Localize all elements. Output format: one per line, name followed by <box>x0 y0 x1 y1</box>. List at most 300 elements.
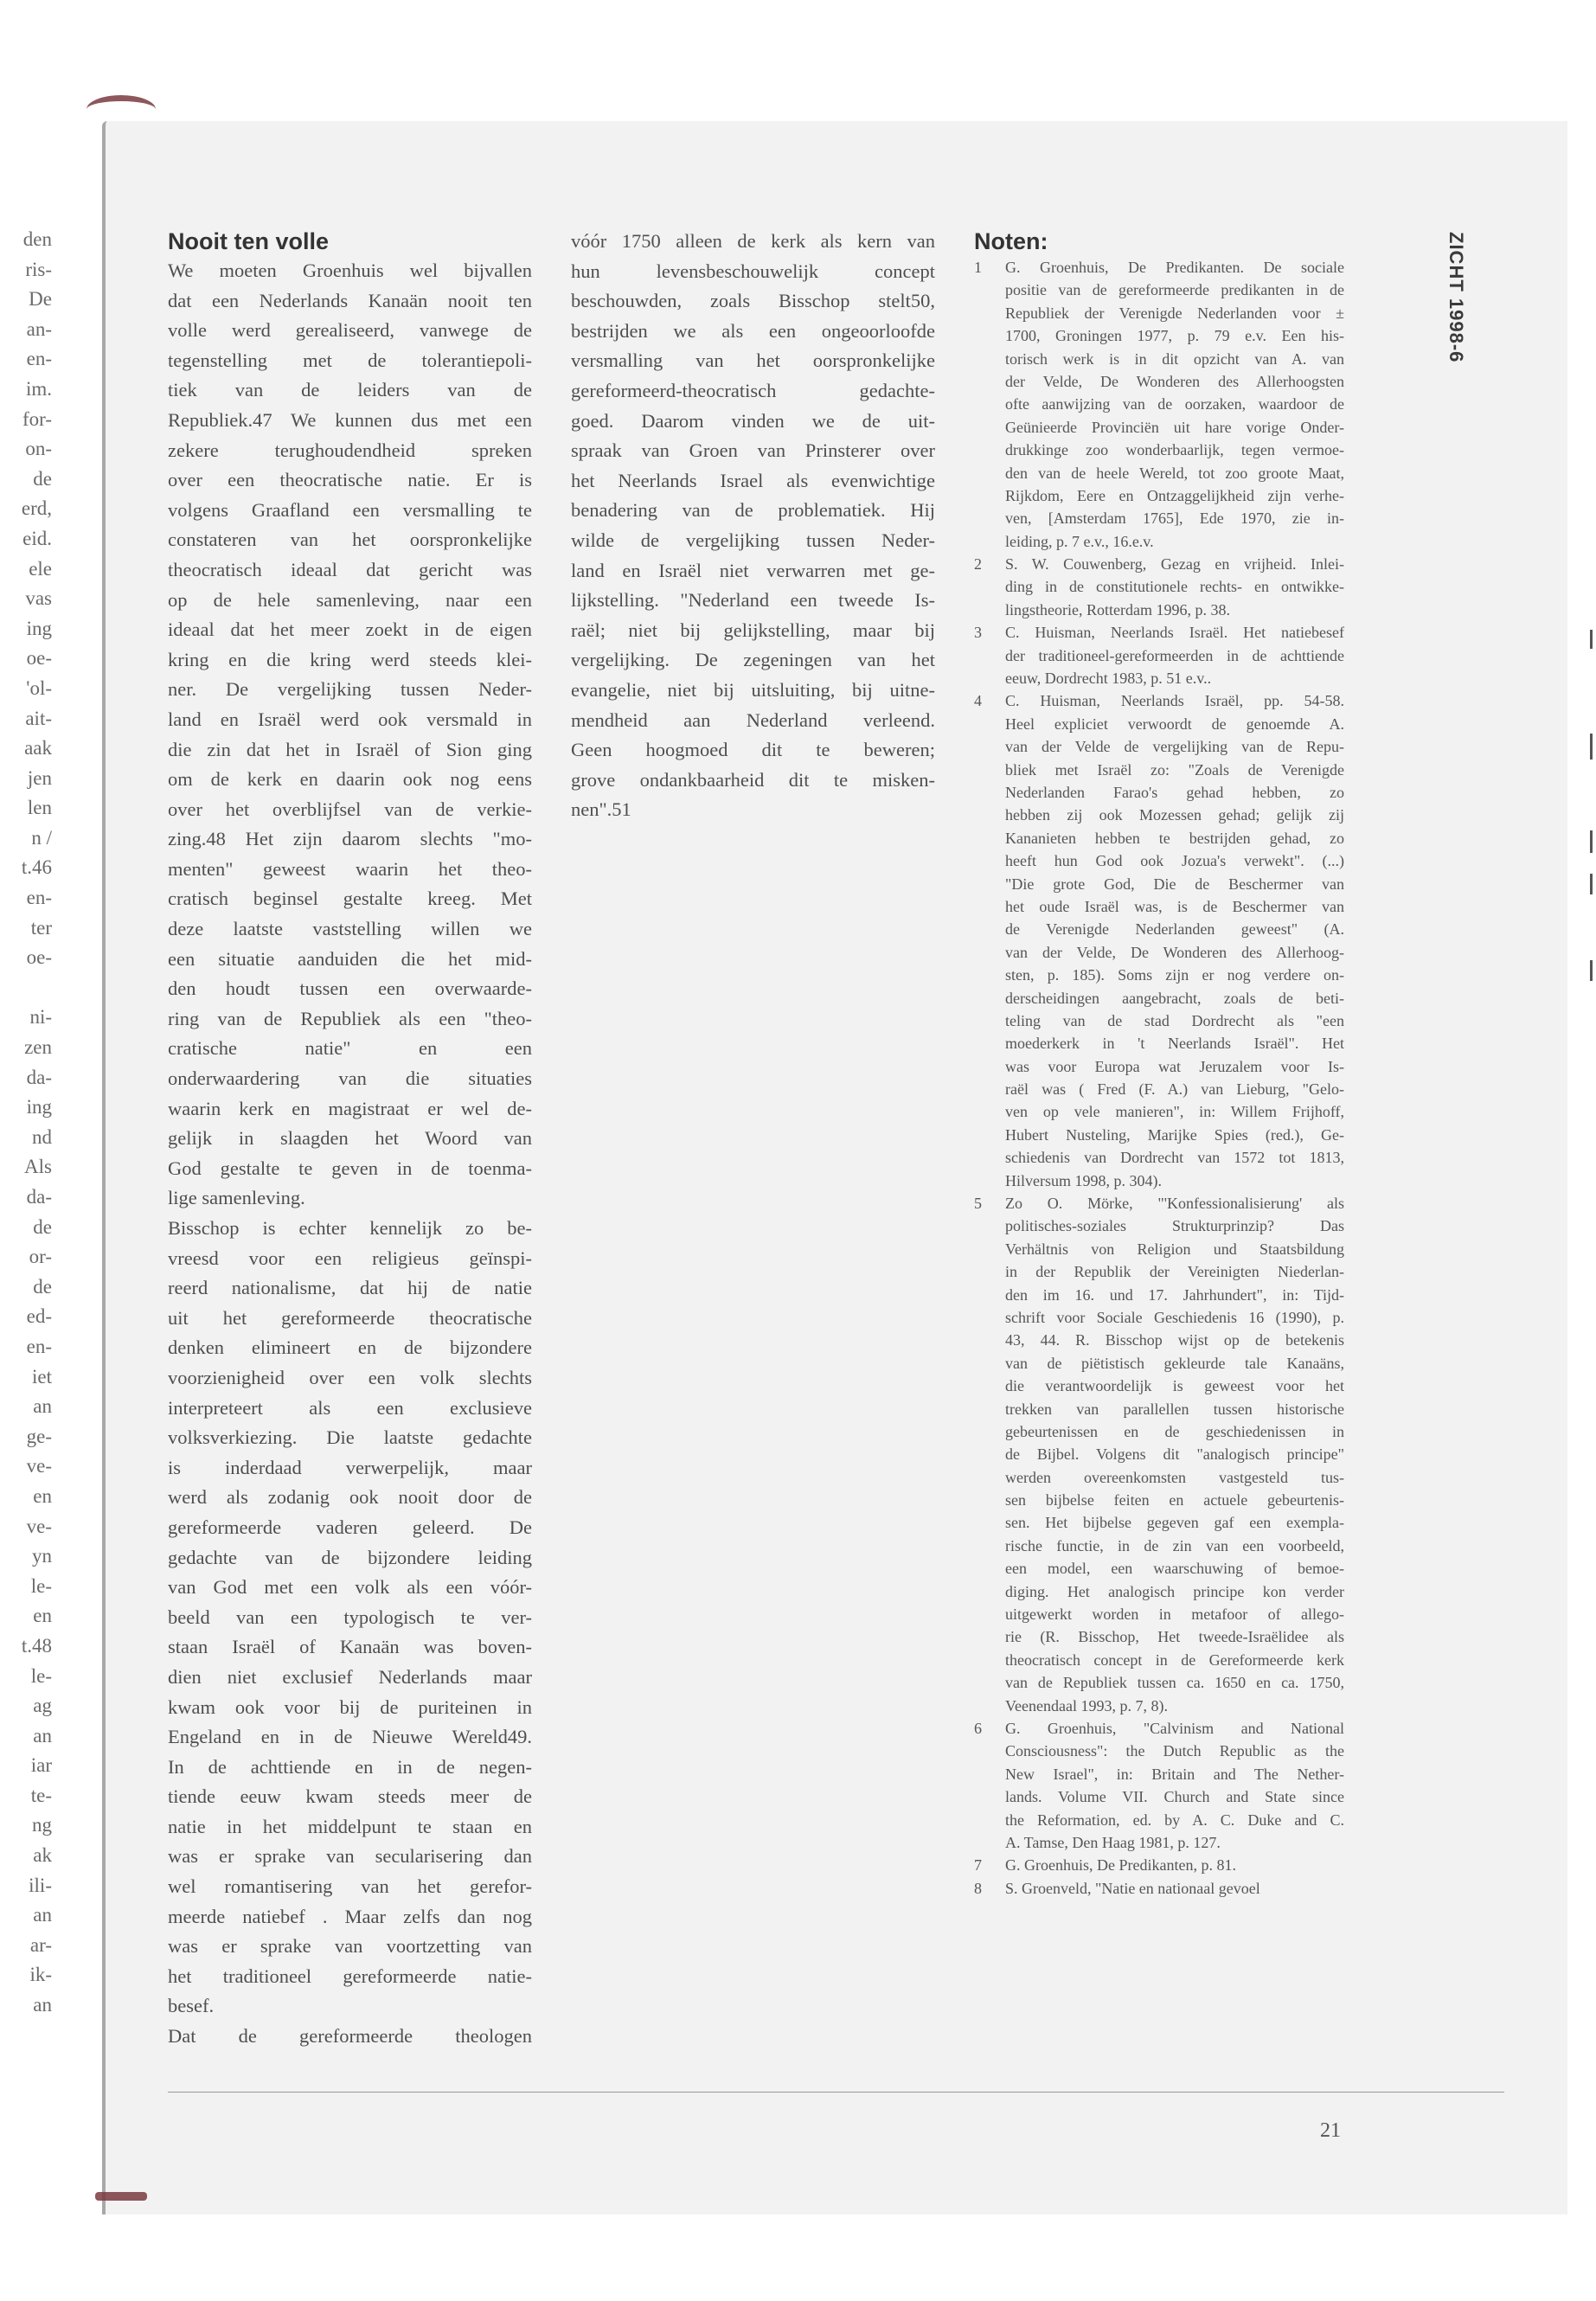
note-line <box>974 1124 1344 1146</box>
edge-fragment: ter <box>30 916 52 939</box>
text-line: goed. Daarom vinden we de uit- <box>571 409 935 432</box>
note-line <box>974 1511 1344 1534</box>
previous-page-edge <box>0 225 52 2021</box>
text-line: dat een Nederlands Kanaän nooit ten <box>168 289 532 311</box>
text-line: wel romantisering van het gerefor- <box>168 1875 532 1898</box>
text-line: theocratisch ideaal dat gericht was <box>168 558 532 580</box>
note-text: van der Velde de vergelijking van de Repu- <box>1005 738 1344 756</box>
note-line <box>974 1625 1344 1648</box>
note-text: rische functie, in de zin van een voorbeeld, <box>1005 1536 1344 1554</box>
edge-fragment: da- <box>26 1186 52 1208</box>
note-line <box>974 1809 1344 1831</box>
note-line <box>974 1352 1344 1375</box>
text-line: die zin dat het in Israël of Sion ging <box>168 738 532 760</box>
note-text: werden overeenkomsten vastgesteld tus- <box>1005 1468 1344 1486</box>
note-text: Republiek der Verenigde Nederlanden voor ± <box>1005 304 1344 322</box>
note-text: was voor Europa wat Jeruzalem voor Is- <box>1005 1057 1344 1075</box>
note-line <box>974 644 1344 667</box>
note-text: lingstheorie, Rotterdam 1996, p. 38. <box>1005 600 1230 619</box>
edge-fragment: t.48 <box>21 1634 52 1657</box>
text-line: onderwaardering van die situaties <box>168 1067 532 1090</box>
text-line: zekere terughoudendheid spreken <box>168 439 532 461</box>
edge-fragment: te- <box>30 1784 52 1806</box>
note-text: G. Groenhuis, De Predikanten, p. 81. <box>1005 1856 1236 1875</box>
text-line: den houdt tussen een overwaarde- <box>168 977 532 1000</box>
text-line: vergelijking. De zegeningen van het <box>571 649 935 671</box>
edge-fragment <box>0 973 52 1003</box>
note-number: 1 <box>974 259 982 276</box>
edge-fragment: an <box>33 1994 52 2016</box>
note-text: ven, [Amsterdam 1765], Ede 1970, zie in- <box>1005 510 1344 528</box>
note-line <box>974 370 1344 393</box>
note-line <box>974 256 1344 279</box>
edge-fragment: Als <box>24 1156 52 1178</box>
edge-fragment: ng <box>32 1814 52 1836</box>
text-line: deze laatste vaststelling willen we <box>168 918 532 940</box>
note-text: van der Velde, De Wonderen des Allerhoog- <box>1005 943 1344 961</box>
text-line: Republiek.47 We kunnen dus met een <box>168 408 532 431</box>
note-line <box>974 1215 1344 1237</box>
edge-fragment: oe- <box>26 946 52 969</box>
note-text: sten, p. 185). Soms zijn er nog verdere on- <box>1005 966 1344 984</box>
edge-fragment: en- <box>26 1335 52 1357</box>
edge-fragment: nd <box>32 1125 52 1148</box>
note-line <box>974 530 1344 553</box>
note-text: S. W. Couwenberg, Gezag en vrijheid. Inlei- <box>1005 555 1344 574</box>
note-text: hebben zij ook Mozessen gehad; gelijk zij <box>1005 806 1344 824</box>
text-line: hun levensbeschouwelijk concept <box>571 260 935 282</box>
text-line: het traditioneel gereformeerde natie- <box>168 1965 532 1987</box>
text-line: mendheid aan Nederland verleend. <box>571 708 935 731</box>
note-line <box>974 1146 1344 1169</box>
text-line: voorzienigheid over een volk slechts <box>168 1366 532 1388</box>
edge-fragment: yn <box>32 1545 52 1567</box>
text-line: raël; niet bij gelijkstelling, maar bij <box>571 619 935 641</box>
note-line <box>974 987 1344 1009</box>
note-text: eeuw, Dordrecht 1983, p. 51 e.v.. <box>1005 670 1212 688</box>
text-line: besef. <box>168 1995 215 2017</box>
text-line: lijkstelling. "Nederland een tweede Is- <box>571 589 935 612</box>
note-line <box>974 1078 1344 1100</box>
note-line <box>974 324 1344 347</box>
note-line <box>974 1740 1344 1762</box>
text-line: gereformeerd-theocratisch gedachte- <box>571 379 935 401</box>
edge-fragment: n / <box>31 826 52 849</box>
note-text: G. Groenhuis, "Calvinism and National <box>1005 1720 1344 1737</box>
note-text: een model, een waarschuwing of bemoe- <box>1005 1560 1344 1578</box>
edge-fragment: en <box>33 1484 52 1507</box>
edge-fragment: vas <box>25 587 52 610</box>
note-line <box>974 849 1344 872</box>
edge-mark <box>1590 960 1593 981</box>
note-line <box>974 735 1344 758</box>
note-number: 5 <box>974 1195 982 1213</box>
note-line <box>974 1443 1344 1465</box>
note-text: C. Huisman, Neerlands Israël. Het natiebesef <box>1005 624 1344 642</box>
text-line: land en Israël werd ook versmald in <box>168 708 532 730</box>
edge-fragment: oe- <box>26 647 52 670</box>
note-text: Hubert Nusteling, Marijke Spies (red.), Ge- <box>1005 1125 1344 1144</box>
note-line <box>974 348 1344 370</box>
note-text: Geünieerde Provinciën uit hare vorige Onder- <box>1005 418 1344 436</box>
note-line <box>974 1100 1344 1123</box>
edge-fragment: an <box>33 1904 52 1926</box>
edge-fragment: aak <box>24 737 52 760</box>
note-text: C. Huisman, Neerlands Israël, pp. 54-58. <box>1005 692 1344 710</box>
notes-column <box>974 227 1344 1900</box>
note-line <box>974 1535 1344 1557</box>
text-line: interpreteert als een exclusieve <box>168 1396 532 1419</box>
edge-fragment: da- <box>26 1066 52 1088</box>
text-line: uit het gereformeerde theocratische <box>168 1306 532 1329</box>
note-line <box>974 599 1344 621</box>
edge-fragment: iet <box>32 1365 52 1388</box>
edge-fragment: den <box>22 228 52 250</box>
note-line <box>974 964 1344 986</box>
edge-fragment: ve- <box>26 1515 52 1537</box>
note-line <box>974 1398 1344 1420</box>
text-line: gedachte van de bijzondere leiding <box>168 1546 532 1568</box>
note-text: New Israel", in: Britain and The Nether- <box>1005 1765 1344 1783</box>
text-line: een situatie aanduiden die het mid- <box>168 947 532 970</box>
note-line <box>974 713 1344 735</box>
text-line: In de achttiende en in de negen- <box>168 1755 532 1778</box>
text-line: was er sprake van secularisering dan <box>168 1845 532 1868</box>
note-text: the Reformation, ed. by A. C. Duke and C. <box>1005 1811 1344 1829</box>
text-line: tiende eeuw kwam steeds meer de <box>168 1785 532 1808</box>
note-text: A. Tamse, Den Haag 1981, p. 127. <box>1005 1833 1221 1851</box>
edge-fragment: ni- <box>29 1006 52 1029</box>
note-line <box>974 1032 1344 1054</box>
edge-fragment: an- <box>26 317 52 340</box>
text-line: Geen hoogmoed dit te beweren; <box>571 739 935 761</box>
note-text: theocratisch concept in de Gereformeerde kerk <box>1005 1650 1344 1669</box>
footer-rule <box>168 2092 1504 2093</box>
binding-edge-top <box>87 95 156 124</box>
note-text: Rijkdom, Eere en Ontzaggelijkheid zijn verhe- <box>1005 486 1344 504</box>
edge-fragment: jen <box>27 766 52 789</box>
text-line: constateren van het oorspronkelijke <box>168 529 532 551</box>
note-text: ding in de constitutionele rechts- en ontwikke- <box>1005 578 1344 596</box>
note-line <box>974 1260 1344 1283</box>
edge-fragment: ele <box>29 557 52 580</box>
text-line: dien niet exclusief Nederlands maar <box>168 1665 532 1688</box>
edge-mark <box>1590 734 1593 760</box>
edge-fragment: en <box>33 1605 52 1627</box>
note-line <box>974 1649 1344 1671</box>
note-line <box>974 1329 1344 1351</box>
text-line: van God met een volk als een vóór- <box>168 1576 532 1599</box>
note-line <box>974 1238 1344 1260</box>
note-text: S. Groenveld, "Natie en nationaal gevoel <box>1005 1879 1260 1897</box>
text-line: het Neerlands Israel als evenwichtige <box>571 469 935 491</box>
text-line: Dat de gereformeerde theologen <box>168 2025 532 2048</box>
note-text: diging. Het analogisch principe kon verder <box>1005 1582 1344 1600</box>
note-text: het oude Israël was, is de Beschermer van <box>1005 897 1344 915</box>
text-line: benadering van de problematiek. Hij <box>571 499 935 522</box>
note-line <box>974 1785 1344 1808</box>
text-line: natie in het middelpunt te staan en <box>168 1815 532 1837</box>
note-text: lands. Volume VII. Church and State since <box>1005 1788 1344 1806</box>
note-text: Zo O. Mörke, "'Konfessionalisierung' als <box>1005 1195 1344 1213</box>
section-heading: Nooit ten volle <box>168 228 330 254</box>
text-column-1 <box>168 227 532 2052</box>
note-line <box>974 279 1344 301</box>
note-line <box>974 621 1344 644</box>
edge-fragment: zen <box>24 1036 52 1059</box>
text-line: vóór 1750 alleen de kerk als kern van <box>571 230 935 252</box>
text-line: beeld van een typologisch te ver- <box>168 1606 532 1628</box>
note-line <box>974 1557 1344 1580</box>
note-text: derscheidingen aangebracht, zoals de beti- <box>1005 989 1344 1007</box>
text-line: nen".51 <box>571 798 631 821</box>
note-text: heeft hun God ook Jozua's verwekt". (...) <box>1005 852 1344 870</box>
note-line <box>974 553 1344 575</box>
note-text: de Bijbel. Volgens dit "analogisch principe" <box>1005 1445 1344 1464</box>
text-line: We moeten Groenhuis wel bijvallen <box>168 260 532 281</box>
edge-fragment: ag <box>33 1695 52 1717</box>
text-line: vreesd voor een religieus geïnspi- <box>168 1247 532 1269</box>
text-line: gelijk in slaagden het Woord van <box>168 1127 532 1150</box>
note-line <box>974 689 1344 712</box>
note-line <box>974 918 1344 940</box>
note-text: positie van de gereformeerde predikanten in de <box>1005 281 1344 299</box>
note-line <box>974 1055 1344 1078</box>
note-text: ven op vele manieren", in: Willem Frijhoff, <box>1005 1103 1344 1121</box>
note-line <box>974 1009 1344 1032</box>
text-line: is inderdaad verwerpelijk, maar <box>168 1456 532 1478</box>
note-text: schrift voor Sociale Geschiedenis 16 (1990), p. <box>1005 1308 1344 1326</box>
note-text: "Die grote God, Die de Beschermer van <box>1005 875 1344 893</box>
edge-fragment: im. <box>25 377 52 400</box>
note-line <box>974 1695 1344 1717</box>
note-line <box>974 804 1344 826</box>
text-line: Engeland en in de Nieuwe Wereld49. <box>168 1726 532 1748</box>
edge-fragment: an <box>33 1724 52 1747</box>
note-line <box>974 827 1344 849</box>
text-line: ring van de Republiek als een "theo- <box>168 1007 532 1029</box>
text-line: over een theocratische natie. Er is <box>168 469 532 491</box>
edge-fragment: iar <box>30 1754 52 1777</box>
note-text: in der Republik der Vereinigten Niederlan- <box>1005 1263 1344 1281</box>
edge-fragment: for- <box>22 407 52 430</box>
note-line <box>974 781 1344 804</box>
note-line <box>974 1831 1344 1854</box>
text-line: op de hele samenleving, naar een <box>168 588 532 611</box>
edge-fragment: de <box>33 1215 52 1238</box>
note-line <box>974 1420 1344 1443</box>
text-line: land en Israël niet verwarren met ge- <box>571 559 935 581</box>
note-number: 8 <box>974 1879 982 1897</box>
edge-fragment: 'ol- <box>26 676 52 699</box>
text-line: volle werd gerealiseerd, vanwege de <box>168 319 532 342</box>
text-line: was er sprake van voortzetting van <box>168 1935 532 1958</box>
text-line: wilde de vergelijking tussen Neder- <box>571 529 935 551</box>
note-text: teling van de stad Dordrecht als "een <box>1005 1011 1344 1029</box>
note-text: die verantwoordelijk is geweest voor het <box>1005 1377 1344 1395</box>
edge-fragment: eid. <box>22 527 52 549</box>
text-line: cratische natie" en een <box>168 1037 532 1060</box>
note-line <box>974 393 1344 415</box>
note-line <box>974 1877 1344 1900</box>
text-line: denken elimineert en de bijzondere <box>168 1336 532 1359</box>
note-text: uitgewerkt worden in metafoor of allego- <box>1005 1606 1344 1624</box>
note-text: Veenendaal 1993, p. 7, 8). <box>1005 1696 1168 1715</box>
text-line: evangelie, niet bij uitsluiting, bij uitne- <box>571 678 935 701</box>
text-column-2 <box>571 227 935 825</box>
note-line <box>974 1603 1344 1625</box>
note-text: gebeurtenissen en de geschiedenissen in <box>1005 1422 1344 1440</box>
note-line <box>974 895 1344 918</box>
note-number: 3 <box>974 624 982 642</box>
note-text: der traditioneel-gereformeerden in de achttiende <box>1005 646 1344 664</box>
text-line: waarin kerk en magistraat er wel de- <box>168 1097 532 1119</box>
note-line <box>974 1170 1344 1192</box>
edge-fragment: ris- <box>25 258 52 280</box>
text-line: werd als zodanig ook nooit door de <box>168 1486 532 1509</box>
note-line <box>974 575 1344 598</box>
note-text: moederkerk in 't Neerlands Israël". Het <box>1005 1035 1344 1053</box>
note-text: Heel expliciet verwoordt de genoemde A. <box>1005 715 1344 733</box>
edge-mark <box>1590 830 1593 853</box>
note-line <box>974 1717 1344 1740</box>
text-line: menten" geweest waarin het theo- <box>168 857 532 880</box>
note-text: 1700, Groningen 1977, p. 79 e.v. Een his- <box>1005 327 1344 345</box>
text-line: reerd nationalisme, dat hij de natie <box>168 1277 532 1299</box>
note-line <box>974 1375 1344 1397</box>
edge-fragment: ve- <box>26 1455 52 1477</box>
note-text: torisch werk is in dit opzicht van A. van <box>1005 349 1344 368</box>
note-text: bliek met Israël zo: "Zoals de Verenigde <box>1005 760 1344 779</box>
text-line: tiek van de leiders van de <box>168 379 532 401</box>
note-text: politisches-soziales Strukturprinzip? Das <box>1005 1217 1344 1235</box>
note-line <box>974 302 1344 324</box>
note-text: 43, 44. R. Bisschop wijst op de betekenis <box>1005 1331 1344 1349</box>
note-line <box>974 462 1344 484</box>
text-line: volgens Graafland een versmalling te <box>168 498 532 521</box>
note-text: van de piëtistisch gekleurde tale Kanaäns, <box>1005 1354 1344 1372</box>
edge-fragment: len <box>27 797 52 819</box>
note-line <box>974 873 1344 895</box>
edge-fragment: ing <box>26 617 52 639</box>
edge-mark <box>1590 630 1593 649</box>
text-line: Bisschop is echter kennelijk zo be- <box>168 1217 532 1239</box>
note-text: Verhältnis von Religion und Staatsbildung <box>1005 1240 1344 1258</box>
running-header: ZICHT 1998-6 <box>1445 232 1467 363</box>
edge-mark <box>1590 874 1593 894</box>
note-line <box>974 1192 1344 1215</box>
text-line: lige samenleving. <box>168 1187 305 1209</box>
text-line: beschouwden, zoals Bisschop stelt50, <box>571 290 935 312</box>
text-line: volksverkiezing. Die laatste gedachte <box>168 1426 532 1449</box>
edge-fragment: ge- <box>26 1425 52 1447</box>
text-line: spraak van Groen van Prinsterer over <box>571 439 935 462</box>
edge-fragment: on- <box>25 438 52 460</box>
note-text: leiding, p. 7 e.v., 16.e.v. <box>1005 532 1154 550</box>
text-line: over het overblijfsel van de verkie- <box>168 798 532 820</box>
note-line <box>974 1306 1344 1329</box>
note-text: Hilversum 1998, p. 304). <box>1005 1171 1162 1189</box>
text-line: kwam ook voor bij de puriteinen in <box>168 1695 532 1718</box>
edge-fragment: erd, <box>21 497 52 520</box>
note-text: sen. Het bijbelse gegeven gaf een exempla- <box>1005 1514 1344 1532</box>
note-line <box>974 1671 1344 1694</box>
note-text: den van de heele Wereld, tot zoo groote Maat, <box>1005 464 1344 482</box>
note-text: ofte aanwijzing van de oorzaken, waardoor de <box>1005 395 1344 413</box>
note-text: schiedenis van Dordrecht van 1572 tot 1813, <box>1005 1149 1344 1167</box>
text-line: gereformeerde vaderen geleerd. De <box>168 1516 532 1538</box>
note-line <box>974 484 1344 507</box>
text-line: grove ondankbaarheid dit te misken- <box>571 768 935 791</box>
edge-fragment: t.46 <box>21 856 52 879</box>
text-line: kring en die kring werd steeds klei- <box>168 648 532 670</box>
note-number: 2 <box>974 555 982 574</box>
note-line <box>974 1580 1344 1603</box>
text-line: om de kerk en daarin ook nog eens <box>168 768 532 791</box>
note-text: van de Republiek tussen ca. 1650 en ca. 1750, <box>1005 1674 1344 1692</box>
text-line: God gestalte te geven in de toenma- <box>168 1157 532 1179</box>
text-line: versmalling van het oorspronkelijke <box>571 349 935 372</box>
text-line: bestrijden we als een ongeoorloofde <box>571 319 935 342</box>
edge-fragment: ik- <box>29 1964 52 1986</box>
note-line <box>974 1489 1344 1511</box>
edge-fragment: ed- <box>26 1305 52 1328</box>
text-line: ner. De vergelijking tussen Neder- <box>168 678 532 701</box>
note-line <box>974 507 1344 529</box>
note-line <box>974 1466 1344 1489</box>
edge-fragment: le- <box>30 1664 52 1687</box>
page-number: 21 <box>1320 2119 1341 2142</box>
edge-fragment: le- <box>30 1574 52 1597</box>
edge-fragment: ar- <box>29 1933 52 1956</box>
edge-fragment: ak <box>33 1844 52 1867</box>
note-number: 4 <box>974 692 982 710</box>
edge-fragment: an <box>33 1395 52 1418</box>
note-number: 7 <box>974 1856 982 1875</box>
edge-fragment: or- <box>29 1246 52 1268</box>
note-line <box>974 1763 1344 1785</box>
note-text: de Verenigde Nederlanden geweest" (A. <box>1005 920 1344 939</box>
note-line <box>974 759 1344 781</box>
edge-fragment: de <box>33 1275 52 1298</box>
edge-fragment: ili- <box>29 1874 52 1896</box>
text-line: meerde natiebef . Maar zelfs dan nog <box>168 1905 532 1927</box>
note-line <box>974 941 1344 964</box>
edge-fragment: De <box>29 288 52 311</box>
note-text: trekken van parallellen tussen historische <box>1005 1400 1344 1418</box>
edge-fragment: en- <box>26 887 52 909</box>
text-line: cratisch beginsel gestalte kreeg. Met <box>168 888 532 910</box>
note-text: den im 16. und 17. Jahrhundert", in: Tijd- <box>1005 1285 1344 1304</box>
note-text: G. Groenhuis, De Predikanten. De sociale <box>1005 259 1344 276</box>
note-text: sen bijbelse feiten en actuele gebeurtenis- <box>1005 1491 1344 1509</box>
text-line: zing.48 Het zijn daarom slechts "mo- <box>168 828 532 850</box>
note-text: Kananieten hebben te bestrijden gehad, zo <box>1005 829 1344 847</box>
note-line <box>974 667 1344 689</box>
note-text: der Velde, De Wonderen des Allerhoogsten <box>1005 372 1344 390</box>
edge-fragment: ing <box>26 1096 52 1118</box>
note-text: rie (R. Bisschop, Het tweede-Israëlidee als <box>1005 1628 1344 1646</box>
text-line: tegenstelling met de tolerantiepoli- <box>168 349 532 371</box>
note-text: raël was ( Fred (F. A.) van Lieburg, "Gelo- <box>1005 1080 1344 1099</box>
text-line: staan Israël of Kanaän was boven- <box>168 1636 532 1658</box>
edge-fragment: en- <box>26 348 52 370</box>
note-text: drukkinge zoo wonderbaarlijk, tegen vermoe- <box>1005 441 1344 459</box>
note-text: Nederlanden Farao's gehad hebben, zo <box>1005 783 1344 801</box>
note-number: 6 <box>974 1720 982 1737</box>
note-line <box>974 439 1344 461</box>
note-line <box>974 416 1344 439</box>
